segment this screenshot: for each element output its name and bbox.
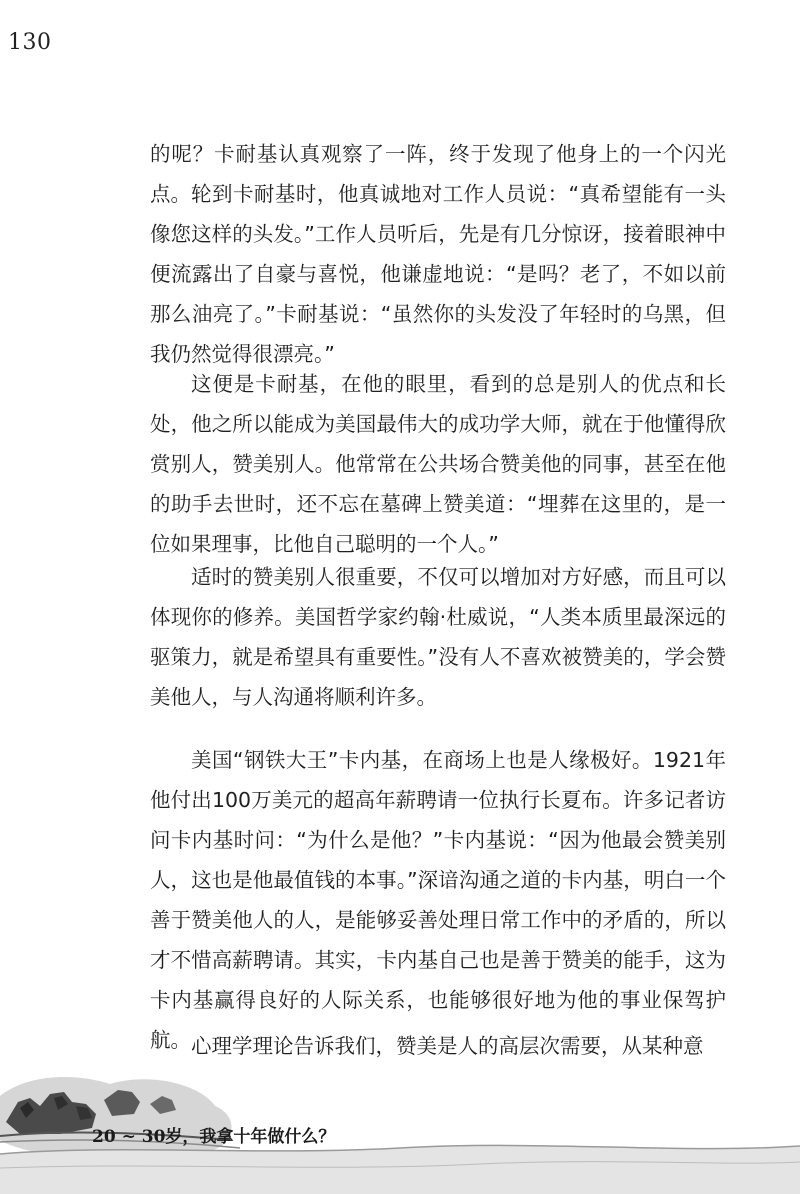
page-number: 130 bbox=[8, 30, 52, 55]
paragraph-steel-king: 美国“钢铁大王”卡内基，在商场上也是人缘极好。1921年他付出100万美元的超高年薪聘请一位执行长夏布。许多记者访问卡内基时问：“为什么是他？”卡内基说：“因为他最会赞美别人，这也是他最值钱的本事。”深谙沟通之道的卡内基，明白一个善于赞美他人的人，是能够妥善处理日常工作中的矛盾的，所以才不惜高薪聘请。其实，卡内基自己也是善于赞美的能手，这为卡内基赢得良好的人际关系，也能够很好地为他的事业保驾护航。 bbox=[150, 748, 726, 1052]
paragraph-continued: 的呢？卡耐基认真观察了一阵，终于发现了他身上的一个闪光点。 bbox=[150, 142, 726, 206]
paragraph-carnegie-haircut: 轮到卡耐基时，他真诚地对工作人员说：“真希望能有一头像您这样的头发。”工作人员听后，先是有几分惊讶，接着眼神中便流露出了自豪与喜悦，他谦虚地说：“是吗？老了，不如以前那么油亮了。”卡耐基说：“虽然你的头发没了年轻时的乌黑，但我仍然觉得很漂亮。” bbox=[150, 182, 726, 366]
footer-landscape-illustration bbox=[0, 1044, 800, 1194]
paragraph-timely-praise: 适时的赞美别人很重要，不仅可以增加对方好感，而且可以体现你的修养。美国哲学家约翰·杜威说，“人类本质里最深远的驱策力，就是希望具有重要性。”没有人不喜欢被赞美的，学会赞美他人，与人沟通将顺利许多。 bbox=[150, 565, 726, 709]
book-title-footer: 20 ~ 30岁，我拿十年做什么？ bbox=[92, 1127, 336, 1147]
paragraph-psychology: 心理学理论告诉我们，赞美是人的高层次需要，从某种意 bbox=[191, 1034, 704, 1058]
paragraph-carnegie-appreciation: 这便是卡耐基，在他的眼里，看到的总是别人的优点和长处，他之所以能成为美国最伟大的成功学大师，就在于他懂得欣赏别人，赞美别人。他常常在公共场合赞美他的同事，甚至在他的助手去世时，还不忘在墓碑上赞美道：“埋葬在这里的，是一位如果理事，比他自己聪明的一个人。” bbox=[150, 372, 726, 556]
